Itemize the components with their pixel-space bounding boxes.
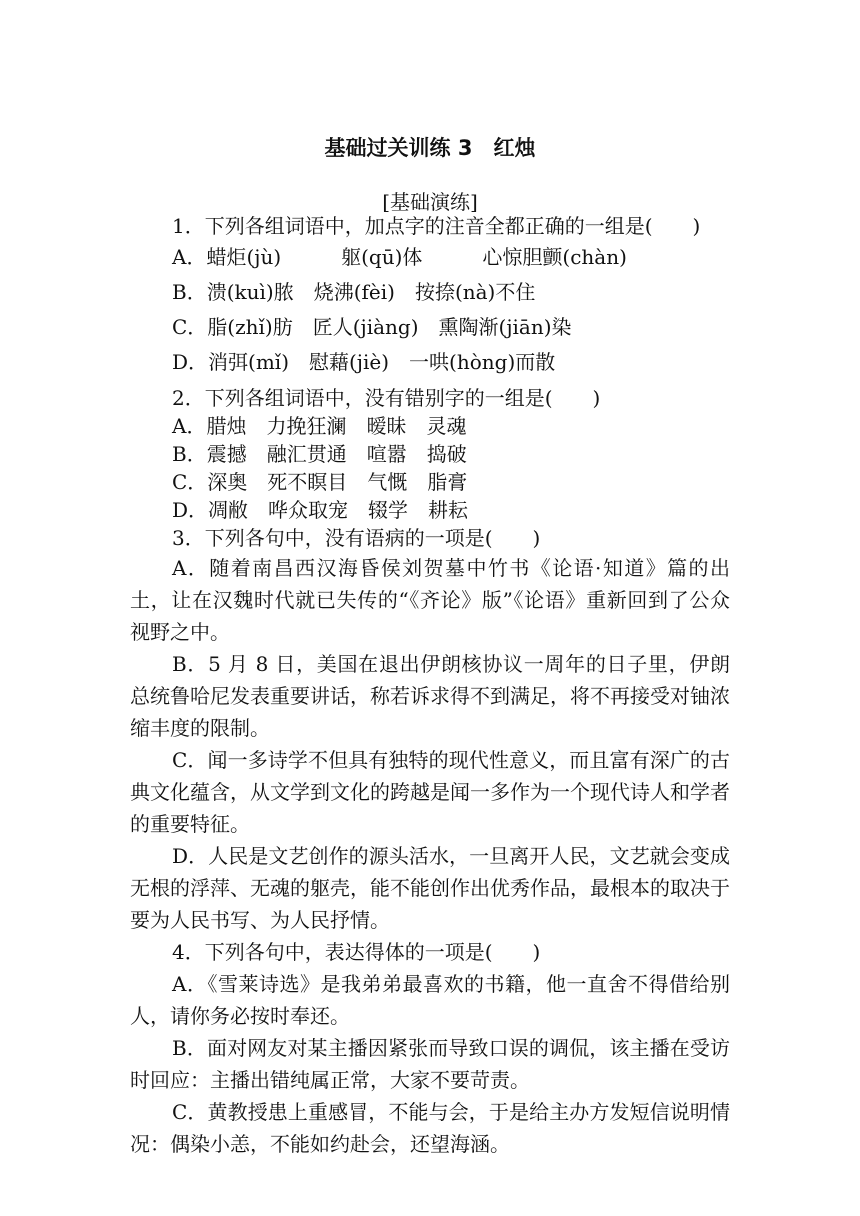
question-1-option-b: B．溃(kuì)脓 烧沸(fèi) 按捺(nà)不住 — [172, 280, 536, 304]
question-1-option-a: A．蜡炬(jù) 躯(qū)体 心惊胆颤(chàn) — [172, 245, 627, 269]
question-2-option-b: B．震撼 融汇贯通 喧嚣 捣破 — [172, 442, 467, 466]
question-3-option-b: B．5 月 8 日，美国在退出伊朗核协议一周年的日子里，伊朗总统鲁哈尼发表重要讲话，称若诉求得不到满足，将不再接受对铀浓缩丰度的限制。 — [130, 652, 730, 740]
question-2-option-c: C．深奥 死不瞑目 气慨 脂膏 — [172, 470, 468, 494]
question-4-option-a: A．《雪莱诗选》是我弟弟最喜欢的书籍，他一直舍不得借给别人，请你务必按时奉还。 — [130, 972, 730, 1028]
question-content — [130, 212, 730, 1160]
question-4-stem: 4．下列各句中，表达得体的一项是( ) — [172, 940, 541, 964]
question-2-option-a: A．腊烛 力挽狂澜 暧昧 灵魂 — [172, 414, 467, 438]
question-3-stem: 3．下列各句中，没有语病的一项是( ) — [172, 526, 541, 550]
question-3-option-a: A．随着南昌西汉海昏侯刘贺墓中竹书《论语·知道》篇的出土，让在汉魏时代就已失传的“《齐论》版”《论语》重新回到了公众视野之中。 — [130, 556, 730, 644]
question-2-stem: 2．下列各组词语中，没有错别字的一组是( ) — [172, 386, 601, 410]
question-2-option-d: D．凋敝 哗众取宠 辍学 耕耘 — [172, 498, 469, 522]
question-4-option-c: C．黄教授患上重感冒，不能与会，于是给主办方发短信说明情况：偶染小恙，不能如约赴会，还望海涵。 — [130, 1100, 730, 1156]
question-4-option-b: B．面对网友对某主播因紧张而导致口误的调侃，该主播在受访时回应：主播出错纯属正常，大家不要苛责。 — [130, 1036, 730, 1092]
question-1-option-d: D．消弭(mǐ) 慰藉(jiè) 一哄(hòng)而散 — [172, 350, 556, 374]
section-heading: [基础演练] — [382, 190, 478, 214]
question-1-stem: 1．下列各组词语中，加点字的注音全都正确的一组是( ) — [172, 214, 701, 238]
question-1-option-c: C．脂(zhǐ)肪 匠人(jiàng) 熏陶渐(jiān)染 — [172, 315, 572, 339]
question-3-option-d: D．人民是文艺创作的源头活水，一旦离开人民，文艺就会变成无根的浮萍、无魂的躯壳，能不能创作出优秀作品，最根本的取决于要为人民书写、为人民抒情。 — [130, 844, 730, 932]
page-title: 基础过关训练 3 红烛 — [324, 136, 536, 160]
question-3-option-c: C．闻一多诗学不但具有独特的现代性意义，而且富有深广的古典文化蕴含，从文学到文化的跨越是闻一多作为一个现代诗人和学者的重要特征。 — [130, 748, 730, 836]
